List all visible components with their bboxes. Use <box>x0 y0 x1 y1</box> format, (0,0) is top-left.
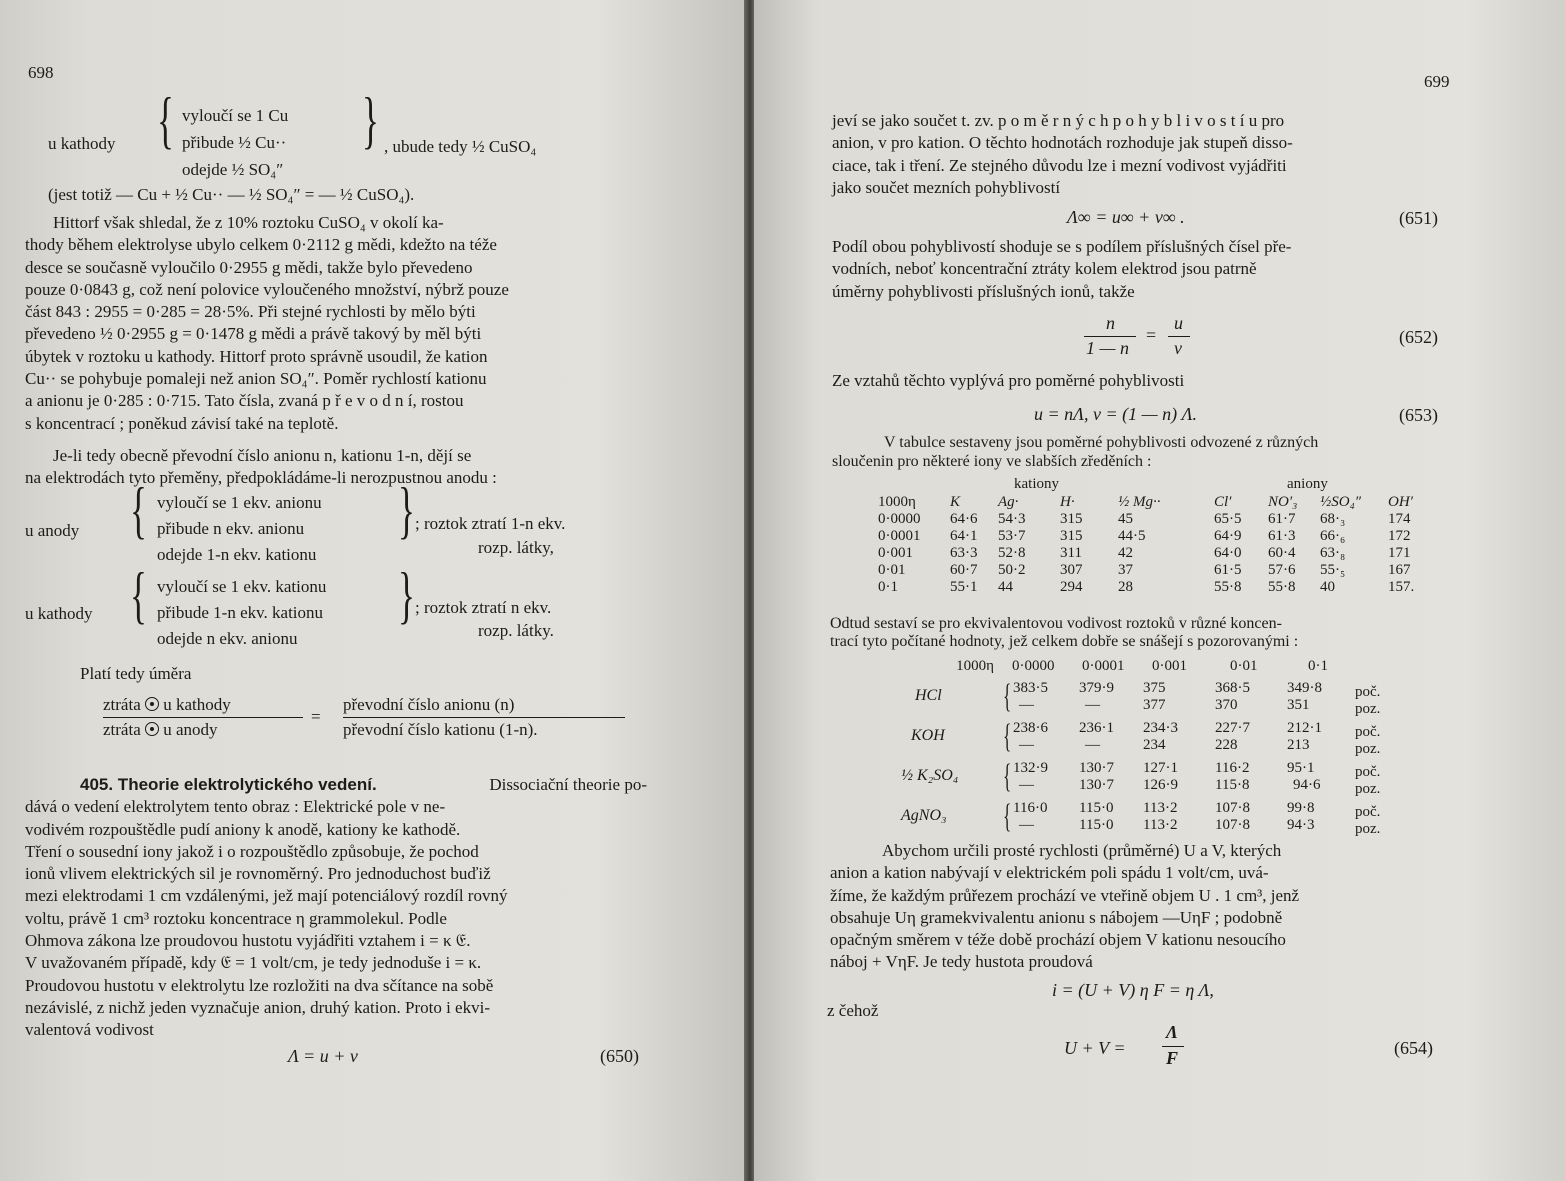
fraction-bar <box>1162 1046 1184 1047</box>
cell: 63·3 <box>950 545 978 561</box>
left-brace: { <box>157 84 174 155</box>
mobility-table <box>878 494 1420 596</box>
cathode2-row: odejde n ekv. anionu <box>157 629 298 648</box>
ratio-numerator-left <box>103 694 231 716</box>
cathode-row: přibude ½ Cu·· <box>182 133 287 152</box>
right-brace: } <box>362 84 379 155</box>
text-line: a anionu je 0·285 : 0·715. Tato čísla, zvaná p ř e v o d n í, rostou <box>25 391 464 411</box>
cell: 375 <box>1143 680 1166 696</box>
page-number: 699 <box>1424 72 1450 91</box>
fraction-bar <box>1084 336 1136 337</box>
cathode-row: odejde ½ SO₄″ <box>182 160 284 179</box>
cell: 40 <box>1320 579 1335 595</box>
anode-label: u anody <box>25 521 80 540</box>
equation-number: (652) <box>1399 327 1438 347</box>
table-header: ½ Mg·· <box>1118 494 1161 510</box>
equation-number: (651) <box>1399 208 1438 228</box>
cell: 44·5 <box>1118 528 1146 544</box>
cell: 351 <box>1287 697 1310 713</box>
table-header: 0·1 <box>1308 658 1328 674</box>
cell: 50·2 <box>998 562 1026 578</box>
table-row <box>889 720 1449 760</box>
cell: 116·2 <box>1215 760 1250 776</box>
cell: 61·7 <box>1268 511 1296 527</box>
cell: 94·3 <box>1287 817 1315 833</box>
plati-line: Platí tedy úměra <box>80 664 192 683</box>
text-fragment: Dissociační theorie po- <box>489 775 647 794</box>
cell: 66·₆ <box>1320 528 1346 544</box>
cell: 379·9 <box>1079 680 1114 696</box>
cell: 228 <box>1215 737 1238 753</box>
text-line: převedeno ½ 0·2955 g = 0·1478 g mědi a právě takový by měl býti <box>25 324 482 344</box>
cell: 113·2 <box>1143 800 1178 816</box>
cell: 227·7 <box>1215 720 1250 736</box>
text-line: jako součet mezních pohyblivostí <box>832 177 1061 197</box>
cathode-row: vyloučí se 1 Cu <box>182 106 289 125</box>
compound: ½ K₂SO₄ <box>901 767 959 784</box>
cell: 61·5 <box>1214 562 1242 578</box>
poz-label: poz. <box>1355 781 1381 797</box>
cell: 171 <box>1388 545 1411 561</box>
table-row <box>878 579 1420 596</box>
cell: 167 <box>1388 562 1411 578</box>
page-number: 698 <box>28 63 54 82</box>
poc-label: poč. <box>1355 684 1381 700</box>
paragraph-mobility <box>832 110 1452 199</box>
poz-label: poz. <box>1355 741 1381 757</box>
fraction-numerator: n <box>1106 313 1115 333</box>
text-line: sloučenin pro některé iony ve slabších zředěních : <box>832 453 1152 470</box>
table-header: Cl′ <box>1214 494 1232 510</box>
right-page <box>754 0 1565 1181</box>
fraction-bar <box>1168 336 1190 337</box>
cell: 54·3 <box>998 511 1026 527</box>
left-brace: { <box>1003 678 1012 715</box>
cathode2-row: vyloučí se 1 ekv. kationu <box>157 577 327 596</box>
text-line: s koncentrací ; poněkud závisí také na teplotě. <box>25 413 339 433</box>
anode-row: vyloučí se 1 ekv. anionu <box>157 493 322 512</box>
cell: 64·1 <box>950 528 978 544</box>
anode-row: přibude n ekv. anionu <box>157 519 305 538</box>
text-line: Podíl obou pohyblivostí shoduje se s podílem příslušných čísel pře- <box>832 237 1292 256</box>
text-line: V tabulce sestaveny jsou poměrné pohyblivosti odvozené z různých <box>884 434 1319 451</box>
cell: 55·₅ <box>1320 562 1346 578</box>
conductivity-table <box>894 658 1392 675</box>
text-line: valentová vodivost <box>25 1020 154 1040</box>
text-line: Je-li tedy obecně převodní číslo anionu n, kationu 1-n, dějí se <box>53 446 472 465</box>
table-group-label: kationy <box>1014 476 1059 492</box>
cell: 116·0 <box>1013 800 1048 816</box>
section-405 <box>25 774 647 1042</box>
cell: — <box>1019 697 1034 713</box>
text-line: nezávislé, z nichž jeden vyznačuje anion, druhý kation. Proto i ekvi- <box>25 997 490 1017</box>
table-header: 1000η <box>878 494 916 510</box>
table-header: NO′₃ <box>1268 494 1298 510</box>
cathode2-result: ; roztok ztratí n ekv. <box>415 598 552 617</box>
cell: 0·1 <box>878 579 898 595</box>
cell: 368·5 <box>1215 680 1250 696</box>
fraction-denominator: 1 — n <box>1086 338 1130 358</box>
table-row <box>878 545 1420 562</box>
cell: 55·1 <box>950 579 978 595</box>
table-row <box>878 562 1420 579</box>
table-row <box>889 680 1449 720</box>
left-brace: { <box>1003 718 1012 755</box>
left-page <box>0 0 746 1181</box>
cell: 115·8 <box>1215 777 1250 793</box>
text-line: ciace, tak i tření. Ze stejného důvodu lze i mezní vodivost vyjádřiti <box>832 155 1287 175</box>
text-line: Abychom určili prosté rychlosti (průměrné) U a V, kterých <box>882 841 1282 860</box>
cell: 212·1 <box>1287 720 1322 736</box>
cathode2-label: u kathody <box>25 604 93 623</box>
cell: 37 <box>1118 562 1133 578</box>
table-header: 0·001 <box>1152 658 1187 674</box>
cell: — <box>1019 817 1034 833</box>
equation-653: u = nΛ, v = (1 — n) Λ. <box>1034 404 1198 424</box>
equals-sign: = <box>1146 325 1157 345</box>
paragraph-ratio <box>832 236 1452 303</box>
paragraph-transport <box>25 445 647 490</box>
paragraph-velocity <box>830 840 1452 974</box>
anode-row: odejde 1-n ekv. kationu <box>157 545 317 564</box>
text-line: Hittorf však shledal, že z 10% roztoku CuSO₄ v okolí ka- <box>53 213 444 232</box>
cell: 377 <box>1143 697 1166 713</box>
cell: 55·8 <box>1214 579 1242 595</box>
left-brace: { <box>1003 798 1012 835</box>
equation-651: Λ∞ = u∞ + v∞ . <box>1067 207 1185 227</box>
cell: 63·₈ <box>1320 545 1346 561</box>
table-row <box>889 800 1449 840</box>
table-header-row <box>878 494 1420 511</box>
cell: 311 <box>1060 545 1082 561</box>
cell: 95·1 <box>1287 760 1315 776</box>
table-group-label: aniony <box>1287 476 1328 492</box>
fraction-bar <box>103 717 303 718</box>
ratio-numerator-right: převodní číslo anionu (n) <box>343 695 515 714</box>
cell: 0·01 <box>878 562 906 578</box>
equation-654-left: U + V = <box>1064 1038 1126 1058</box>
cell: 115·0 <box>1079 817 1114 833</box>
compound: KOH <box>911 727 945 744</box>
cell: 213 <box>1287 737 1310 753</box>
table-header: ½SO₄″ <box>1320 494 1362 510</box>
cell: 99·8 <box>1287 800 1315 816</box>
text-line: náboj + VηF. Je tedy hustota proudová <box>830 952 1093 972</box>
text-line: Ze vztahů těchto vyplývá pro poměrné pohyblivosti <box>832 371 1185 390</box>
cell: 130·7 <box>1079 760 1114 776</box>
paragraph-table-intro <box>832 433 1452 471</box>
cell: 68·₃ <box>1320 511 1346 527</box>
cell: 28 <box>1118 579 1133 595</box>
ratio-word: ztráta <box>103 720 141 739</box>
text-line: desce se současně vyloučilo 0·2955 g mědi, takže bylo převedeno <box>25 257 473 277</box>
fraction-numerator: u <box>1174 313 1183 333</box>
cell: 107·8 <box>1215 800 1250 816</box>
anode-result: rozp. látky, <box>478 538 554 557</box>
paragraph-hittorf <box>25 212 647 435</box>
jest-line: (jest totiž — Cu + ½ Cu·· — ½ SO₄″ = — ½ CuSO₄). <box>48 185 415 204</box>
cell: 174 <box>1388 511 1411 527</box>
cell: 126·9 <box>1143 777 1178 793</box>
cell: 57·6 <box>1268 562 1296 578</box>
cell: 157. <box>1388 579 1415 595</box>
cell: 42 <box>1118 545 1133 561</box>
text-line: úměrny pohyblivosti příslušných ionů, takže <box>832 281 1135 301</box>
table-row <box>878 511 1420 528</box>
equation-650: Λ = u + v <box>288 1046 358 1066</box>
z-ceho: z čehož <box>827 1001 879 1020</box>
equals-sign: = <box>311 707 321 726</box>
poz-label: poz. <box>1355 821 1381 837</box>
equation-number: (654) <box>1394 1038 1433 1058</box>
cell: 60·7 <box>950 562 978 578</box>
cell: 130·7 <box>1079 777 1114 793</box>
circle-dot-icon <box>145 722 159 736</box>
table-header: Ag· <box>998 494 1019 510</box>
paragraph-conductivity <box>830 615 1452 651</box>
cell: 370 <box>1215 697 1238 713</box>
cathode2-result: rozp. látky. <box>478 621 554 640</box>
cell: 45 <box>1118 511 1133 527</box>
compound: AgNO₃ <box>901 807 947 824</box>
cell: 238·6 <box>1013 720 1048 736</box>
cell: 107·8 <box>1215 817 1250 833</box>
text-line: V uvažovaném případě, kdy 𝔈 = 1 volt/cm, je tedy jednoduše i = κ. <box>25 953 482 973</box>
cell: 383·5 <box>1013 680 1048 696</box>
cell: 64·6 <box>950 511 978 527</box>
right-brace: } <box>398 559 415 630</box>
equation-number: (650) <box>600 1046 639 1066</box>
fraction-bar <box>343 717 625 718</box>
cell: 0·001 <box>878 545 913 561</box>
cell: 349·8 <box>1287 680 1322 696</box>
cell: 234 <box>1143 737 1166 753</box>
circle-dot-icon <box>145 697 159 711</box>
table-header: 1000η <box>956 658 994 674</box>
table-header-row <box>894 658 1392 675</box>
cell: 64·0 <box>1214 545 1242 561</box>
ratio-denominator-right: převodní číslo kationu (1-n). <box>343 720 538 739</box>
cell: 55·8 <box>1268 579 1296 595</box>
cell: — <box>1019 737 1034 753</box>
cell: 61·3 <box>1268 528 1296 544</box>
cell: 44 <box>998 579 1013 595</box>
table-header: H· <box>1060 494 1075 510</box>
text-line: voltu, právě 1 cm³ roztoku koncentrace η grammolekul. Podle <box>25 908 447 928</box>
text-line: pouze 0·0843 g, což není polovice vyloučeného množství, nýbrž pouze <box>25 279 509 299</box>
text-line: obsahuje Uη gramekvivalentu anionu s nábojem —UηF ; podobně <box>830 907 1283 927</box>
cell: 0·0000 <box>878 511 921 527</box>
cell: 115·0 <box>1079 800 1114 816</box>
ratio-word: u anody <box>163 720 218 739</box>
poz-label: poz. <box>1355 701 1381 717</box>
cell: 236·1 <box>1079 720 1114 736</box>
ratio-denominator-left <box>103 719 218 741</box>
cell: 234·3 <box>1143 720 1178 736</box>
cell: 64·9 <box>1214 528 1242 544</box>
text-line: jeví se jako součet t. zv. p o m ě r n ý c h p o h y b l i v o s t í u pro <box>832 111 1285 130</box>
anode-result: ; roztok ztratí 1-n ekv. <box>415 514 566 533</box>
table-header: K <box>950 494 961 510</box>
cell: — <box>1085 737 1100 753</box>
cell: 94·6 <box>1293 777 1321 793</box>
poc-label: poč. <box>1355 724 1381 740</box>
fraction-numerator: Λ <box>1166 1022 1179 1042</box>
text-line: mezi elektrodami 1 cm vzdálenými, jež mají potenciálový rozdíl rovný <box>25 886 508 906</box>
text-line: Proudovou hustotu v elektrolytu lze rozložiti na dva sčítance na sobě <box>25 975 494 995</box>
section-heading: 405. Theorie elektrolytického vedení. <box>80 775 377 794</box>
cell: 53·7 <box>998 528 1026 544</box>
cathode-result: , ubude tedy ½ CuSO₄ <box>384 137 537 156</box>
compound: HCl <box>915 687 942 704</box>
text-line: Ohmova zákona lze proudovou hustotu vyjádřiti vztahem i = κ 𝔈. <box>25 931 471 951</box>
equation-number: (653) <box>1399 405 1438 425</box>
ratio-word: ztráta <box>103 695 141 714</box>
table-row <box>878 528 1420 545</box>
text-line: vodivém rozpouštědle pudí aniony k anodě, kationy ke kathodě. <box>25 819 461 839</box>
cell: — <box>1085 697 1100 713</box>
conductivity-rows <box>889 680 1449 840</box>
left-brace: { <box>1003 758 1012 795</box>
cell: 60·4 <box>1268 545 1296 561</box>
cathode2-row: přibude 1-n ekv. kationu <box>157 603 324 622</box>
cathode-label: u kathody <box>48 134 116 153</box>
text-line: anion a kation nabývají v elektrickém poli spádu 1 volt/cm, uvá- <box>830 863 1269 883</box>
text-line: Tření o sousední iony jakož i o rozpouštědlo způsobuje, že pochod <box>25 841 479 861</box>
text-line: opačným směrem v téže době prochází objem V kationu nesoucího <box>830 930 1286 950</box>
cell: — <box>1019 777 1034 793</box>
text-line: žíme, že každým průřezem prochází ve vteřině objem U . 1 cm³, jenž <box>830 885 1300 905</box>
text-line: thody během elektrolyse ubylo celkem 0·2112 g mědi, kdežto na téže <box>25 235 497 255</box>
table-header: 0·0000 <box>1012 658 1055 674</box>
table-row <box>889 760 1449 800</box>
cell: 315 <box>1060 528 1083 544</box>
ratio-word: u kathody <box>163 695 231 714</box>
equation-i: i = (U + V) η F = η Λ, <box>1052 980 1214 1000</box>
cell: 127·1 <box>1143 760 1178 776</box>
table-header: OH′ <box>1388 494 1413 510</box>
fraction-denominator: v <box>1174 338 1182 358</box>
cell: 315 <box>1060 511 1083 527</box>
text-line: ionů vlivem elektrických sil je rovnoměrný. Pro jednoduchost buďiž <box>25 864 491 884</box>
text-line <box>25 774 647 796</box>
cell: 307 <box>1060 562 1083 578</box>
table-header: 0·0001 <box>1082 658 1125 674</box>
text-line: část 843 : 2955 = 0·285 = 28·5%. Při stejné rychlosti by mělo býti <box>25 302 476 322</box>
cell: 113·2 <box>1143 817 1178 833</box>
cell: 132·9 <box>1013 760 1048 776</box>
text-line: na elektrodách tyto přeměny, předpokládáme-li nerozpustnou anodu : <box>25 468 497 488</box>
cell: 172 <box>1388 528 1411 544</box>
text-line: úbytek v roztoku u kathody. Hittorf proto správně usoudil, že kation <box>25 346 488 366</box>
text-line: vodních, neboť koncentrační ztráty kolem elektrod jsou patrně <box>832 259 1257 279</box>
left-brace: { <box>130 559 147 630</box>
text-line: Cu·· se pohybuje pomaleji než anion SO₄″. Poměr rychlostí kationu <box>25 369 487 389</box>
text-line: Odtud sestaví se pro ekvivalentovou vodivost roztoků v různé koncen- <box>830 615 1282 632</box>
left-brace: { <box>130 474 147 545</box>
text-line: trací tyto počítané hodnoty, jež celkem dobře se snášejí s pozorovanými : <box>830 633 1299 650</box>
cell: 52·8 <box>998 545 1026 561</box>
cell: 294 <box>1060 579 1083 595</box>
right-brace: } <box>398 474 415 545</box>
text-line: dává o vedení elektrolytem tento obraz : Elektrické pole v ne- <box>25 797 446 817</box>
text-line: anion, v pro kation. O těchto hodnotách rozhoduje jak stupeň disso- <box>832 133 1293 153</box>
cell: 0·0001 <box>878 528 921 544</box>
poc-label: poč. <box>1355 804 1381 820</box>
fraction-denominator: F <box>1166 1048 1179 1068</box>
table-header: 0·01 <box>1230 658 1258 674</box>
poc-label: poč. <box>1355 764 1381 780</box>
cell: 65·5 <box>1214 511 1242 527</box>
